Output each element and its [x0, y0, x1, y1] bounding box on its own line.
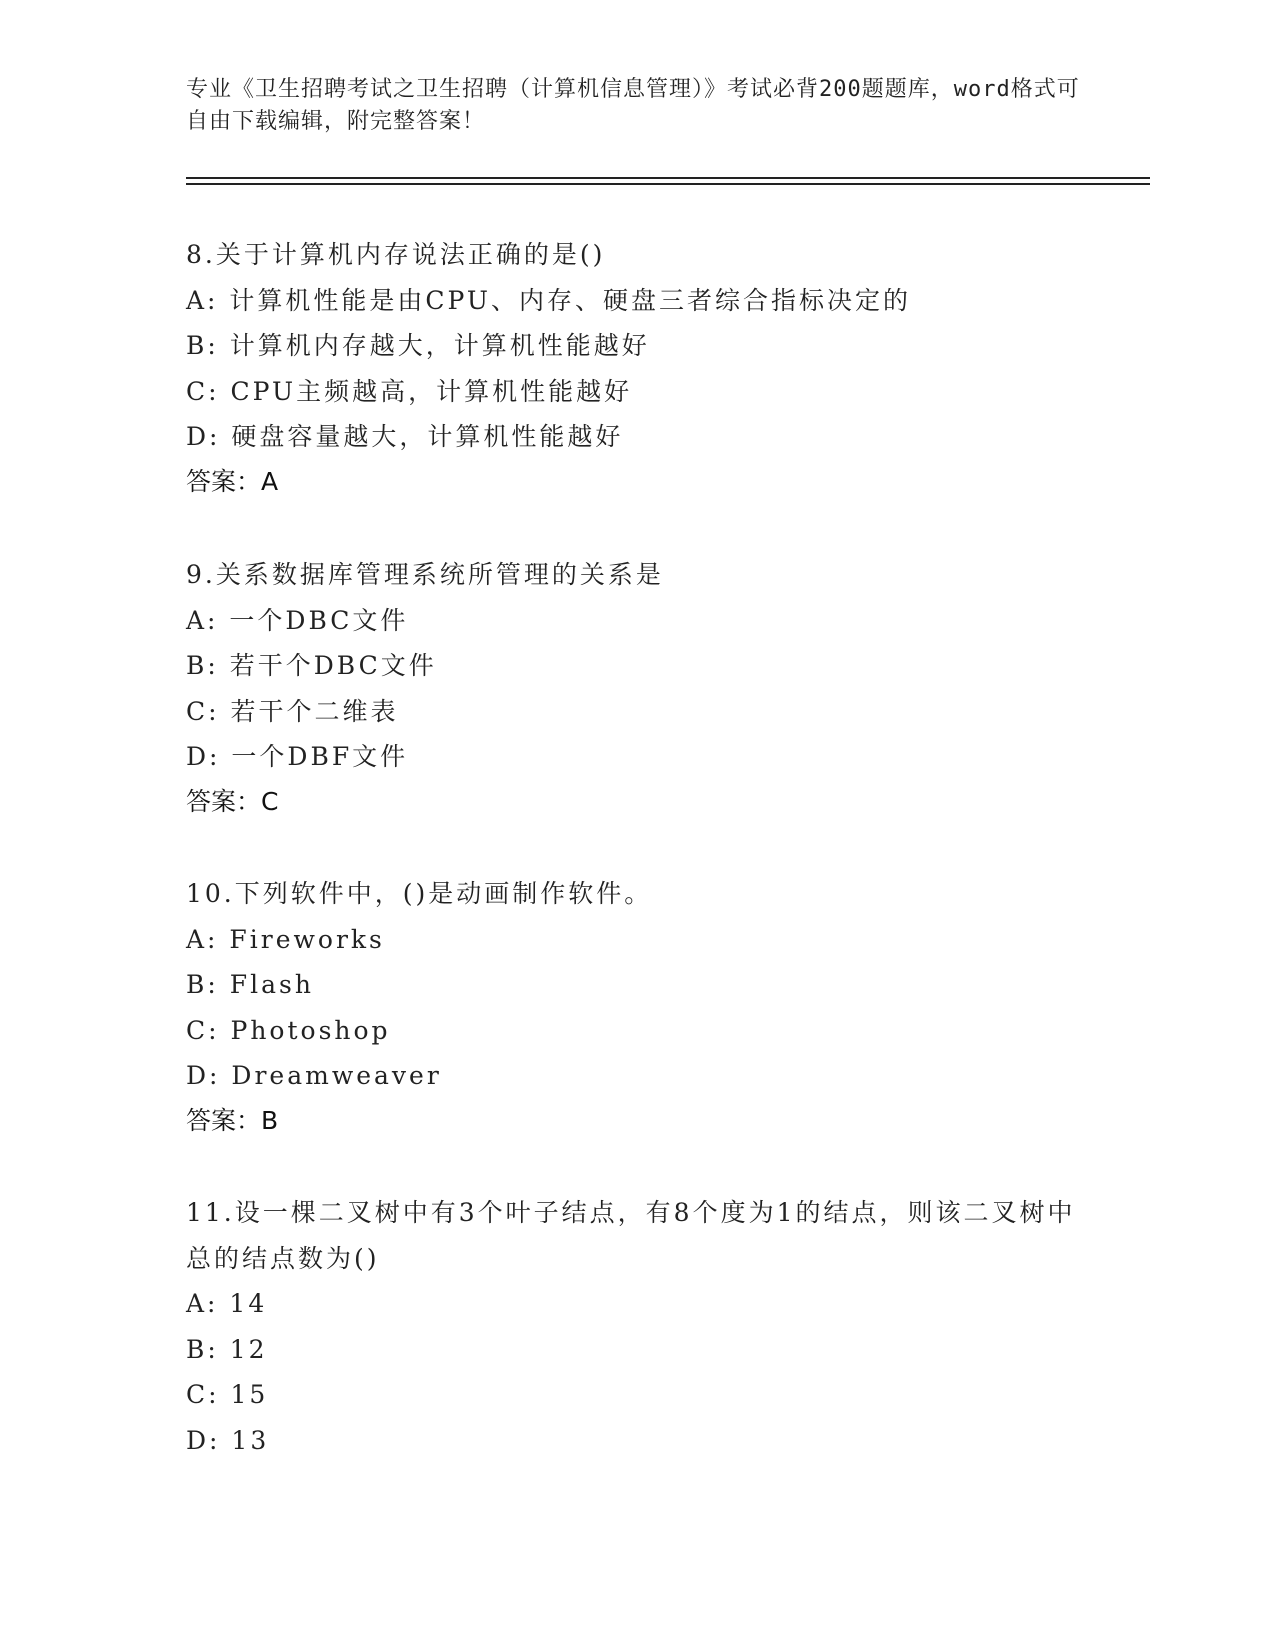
- question-9: [186, 552, 1086, 824]
- option-d: D: 硬盘容量越大，计算机性能越好: [186, 422, 624, 451]
- question-10: [186, 871, 1086, 1143]
- option-d: D: 13: [186, 1425, 270, 1455]
- option-b: B: 12: [186, 1334, 268, 1364]
- question-11: [186, 1190, 1086, 1463]
- question-text: 11.设一棵二叉树中有3个叶子结点，有8个度为1的结点，则该二叉树中总的结点数为(): [186, 1198, 1076, 1273]
- option-a: A: 14: [186, 1289, 268, 1318]
- question-8: [186, 232, 1086, 504]
- header-rule-bottom: [186, 183, 1150, 185]
- option-c: C: Photoshop: [186, 1015, 391, 1045]
- option-c: C: 若干个二维表: [186, 696, 399, 726]
- question-text: 9.关系数据库管理系统所管理的关系是: [186, 560, 664, 589]
- option-b: B: Flash: [186, 970, 314, 999]
- header-rule-top: [186, 177, 1150, 179]
- answer-line: 答案：A: [186, 466, 279, 496]
- answer-line: 答案：B: [186, 1105, 279, 1135]
- option-d: D: Dreamweaver: [186, 1061, 442, 1090]
- document-header: 专业《卫生招聘考试之卫生招聘（计算机信息管理）》考试必背200题题库，word格式可自由下载编辑，附完整答案！: [186, 77, 1080, 134]
- option-c: C: 15: [186, 1380, 269, 1409]
- option-c: C: CPU主频越高，计算机性能越好: [186, 376, 633, 406]
- option-a: A: 一个DBC文件: [186, 605, 409, 635]
- option-b: B: 若干个DBC文件: [186, 651, 437, 680]
- answer-line: 答案：C: [186, 786, 279, 816]
- question-text: 10.下列软件中，()是动画制作软件。: [186, 879, 653, 908]
- option-d: D: 一个DBF文件: [186, 742, 409, 771]
- option-a: A: 计算机性能是由CPU、内存、硬盘三者综合指标决定的: [186, 285, 912, 315]
- question-text: 8.关于计算机内存说法正确的是(): [186, 240, 606, 269]
- option-a: A: Fireworks: [186, 924, 385, 954]
- option-b: B: 计算机内存越大，计算机性能越好: [186, 331, 650, 360]
